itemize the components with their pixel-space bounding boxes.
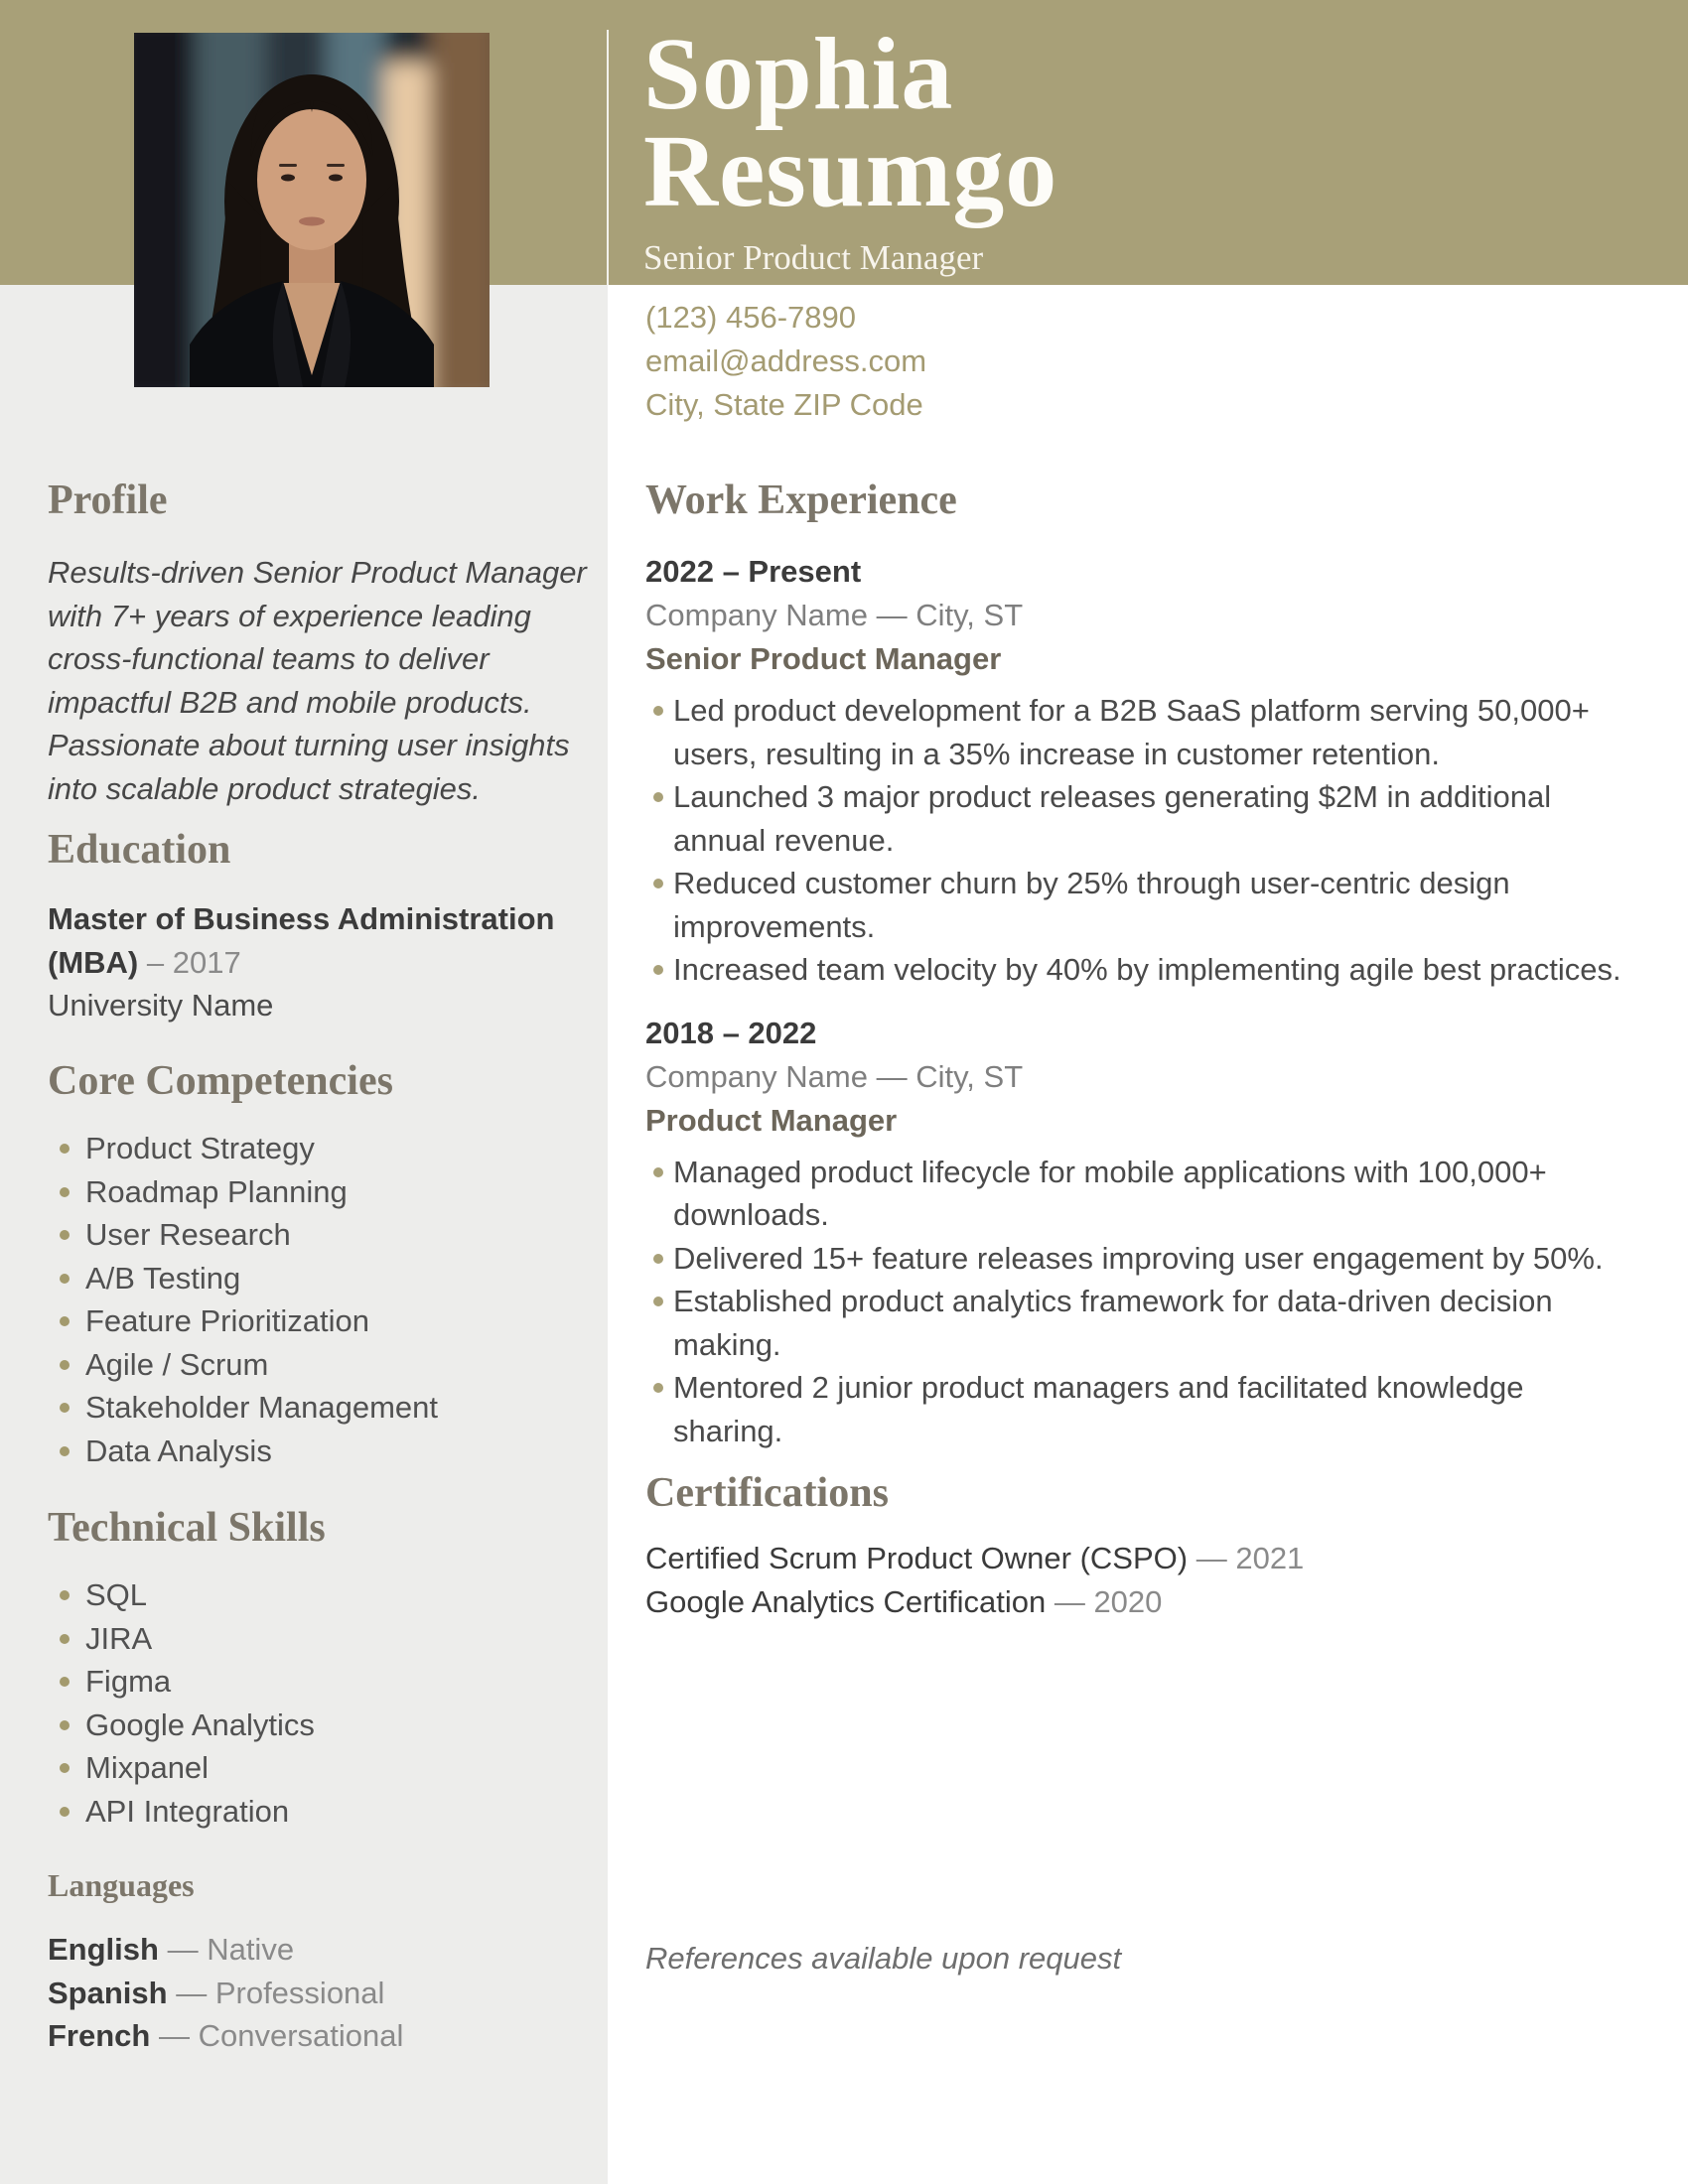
core-competencies-heading: Core Competencies [48,1058,393,1104]
language-name: Spanish [48,1975,168,2010]
education-heading: Education [48,827,231,873]
certification-year: — 2021 [1196,1541,1305,1575]
language-level: — Professional [176,1975,385,2010]
list-item: API Integration [48,1790,589,1834]
technical-skills-list [48,1573,589,1833]
job-bullet: Mentored 2 junior product managers and facilitated knowledge sharing. [645,1366,1633,1452]
job-bullet: Reduced customer churn by 25% through user-centric design improvements. [645,862,1633,948]
language-level: — Native [167,1932,295,1967]
job-bullet: Led product development for a B2B SaaS platform serving 50,000+ users, resulting in a 35% increase in customer retention. [645,689,1633,775]
certification-year: — 2020 [1054,1584,1163,1619]
certification-name: Certified Scrum Product Owner (CSPO) [645,1541,1189,1575]
section-languages [48,1866,589,2058]
list-item: Roadmap Planning [48,1170,589,1214]
job-title: Senior Product Manager [645,641,1002,676]
job-bullet: Increased team velocity by 40% by implementing agile best practices. [645,948,1633,992]
list-item: SQL [48,1573,589,1617]
job-bullet: Delivered 15+ feature releases improving user engagement by 50%. [645,1237,1633,1281]
job-bullets [645,689,1633,992]
job-bullet: Managed product lifecycle for mobile applications with 100,000+ downloads. [645,1151,1633,1237]
languages-heading: Languages [48,1867,195,1903]
job-company: Company Name — City, ST [645,1058,1024,1094]
certification-name: Google Analytics Certification [645,1584,1047,1619]
work-experience-heading: Work Experience [645,478,957,523]
list-item: Data Analysis [48,1430,589,1473]
contact-location: City, State ZIP Code [645,387,923,422]
job-bullets [645,1151,1633,1453]
job-title: Product Manager [645,1102,898,1138]
person-name-line2: Resumgo [643,113,1058,228]
section-profile [48,475,589,810]
person-name [643,17,1636,228]
education-year: – 2017 [146,944,241,980]
job-bullet: Established product analytics framework for data-driven decision making. [645,1280,1633,1366]
list-item: JIRA [48,1617,589,1661]
job-bullet: Launched 3 major product releases generating $2M in additional annual revenue. [645,775,1633,862]
list-item: Product Strategy [48,1127,589,1170]
education-degree: Master of Business Administration (MBA) [48,901,555,980]
technical-skills-heading: Technical Skills [48,1505,326,1551]
section-technical-skills [48,1502,589,1833]
list-item: Agile / Scrum [48,1343,589,1387]
education-degree-line [48,897,589,984]
list-item: Feature Prioritization [48,1299,589,1343]
header-divider [607,30,609,285]
certifications-heading: Certifications [645,1470,889,1516]
job-entry [645,550,1633,992]
header [643,17,1636,278]
person-headline: Senior Product Manager [643,237,984,277]
job-dates: 2022 – Present [645,554,862,589]
certification-line [645,1537,1633,1580]
language-name: English [48,1932,159,1967]
language-line [48,1928,589,1972]
job-entry [645,1012,1633,1453]
language-line [48,1972,589,2015]
contact-block [645,296,1539,427]
list-item: Mixpanel [48,1746,589,1790]
list-item: A/B Testing [48,1257,589,1300]
section-core-competencies [48,1055,589,1472]
profile-text: Results-driven Senior Product Manager with 7+ years of experience leading cross-functional teams to deliver impactful B2B and mobile products. Passionate about turning user insights into scalable product strategies. [48,555,587,806]
core-competencies-list [48,1127,589,1472]
references-note: References available upon request [645,1941,1122,1976]
section-certifications [645,1467,1633,1624]
language-level: — Conversational [158,2018,404,2053]
profile-heading: Profile [48,478,168,523]
contact-phone: (123) 456-7890 [645,300,856,335]
person-name-line1: Sophia [643,17,954,131]
list-item: Figma [48,1660,589,1704]
list-item: User Research [48,1213,589,1257]
education-school: University Name [48,988,274,1023]
profile-photo [134,33,490,387]
job-company: Company Name — City, ST [645,598,1024,632]
section-education [48,824,589,1027]
list-item: Stakeholder Management [48,1386,589,1430]
language-line [48,2014,589,2058]
section-work-experience [645,475,1633,1452]
job-dates: 2018 – 2022 [645,1015,817,1050]
contact-email: email@address.com [645,343,927,378]
certification-line [645,1580,1633,1624]
language-name: French [48,2018,151,2053]
list-item: Google Analytics [48,1704,589,1747]
